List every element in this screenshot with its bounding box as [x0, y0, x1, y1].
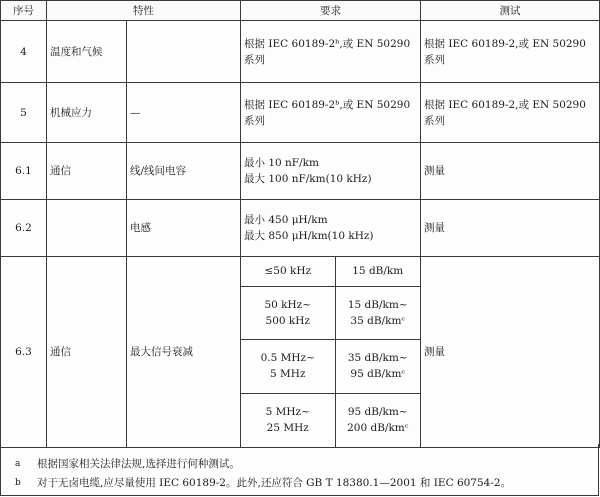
- row-sub: 电感: [127, 200, 241, 257]
- row-requirement: 根据 IEC 60189-2ᵇ,或 EN 50290 系列: [241, 21, 421, 83]
- row-feature: 通信: [47, 257, 127, 448]
- row-no: 4: [1, 21, 47, 83]
- header-test: 测试: [421, 1, 600, 21]
- footnotes: [0, 444, 599, 496]
- footnote: [15, 455, 598, 474]
- row-sub: 最大信号衰减: [127, 257, 241, 448]
- row-sub: [127, 21, 241, 83]
- attenuation-value: 95 dB/km~ 200 dB/kmᶜ: [335, 393, 420, 447]
- header-requirement: 要求: [241, 1, 421, 21]
- footnote-text: 根据国家相关法律法规,选择进行何种测试。: [37, 458, 240, 470]
- row-no: 6.1: [1, 143, 47, 200]
- row-feature: 温度和气候: [47, 21, 127, 83]
- attenuation-value: 15 dB/km~ 35 dB/kmᶜ: [335, 286, 420, 339]
- attenuation-row: [241, 257, 420, 286]
- row-no: 5: [1, 83, 47, 143]
- attenuation-cell: [241, 257, 421, 448]
- header-feature: 特性: [47, 1, 241, 21]
- table-row: [1, 21, 600, 83]
- attenuation-frequency: ≤50 kHz: [241, 257, 335, 286]
- attenuation-value: 35 dB/km~ 95 dB/kmᶜ: [335, 339, 420, 393]
- table-row: [1, 257, 600, 448]
- row-requirement: 根据 IEC 60189-2ᵇ,或 EN 50290 系列: [241, 83, 421, 143]
- row-test: 测量: [421, 143, 600, 200]
- attenuation-frequency: 0.5 MHz~ 5 MHz: [241, 339, 335, 393]
- row-no: 6.2: [1, 200, 47, 257]
- attenuation-value: 15 dB/km: [335, 257, 420, 286]
- footnote: [15, 474, 598, 493]
- row-feature: 通信: [47, 143, 127, 200]
- table-row: [1, 200, 600, 257]
- attenuation-table: [241, 257, 420, 447]
- footnote-mark: b: [15, 478, 21, 488]
- row-sub: 线/线间电容: [127, 143, 241, 200]
- attenuation-frequency: 5 MHz~ 25 MHz: [241, 393, 335, 447]
- attenuation-row: [241, 339, 420, 393]
- row-test: 测量: [421, 257, 600, 448]
- table-row: [1, 143, 600, 200]
- row-feature: 机械应力: [47, 83, 127, 143]
- table-row: [1, 83, 600, 143]
- attenuation-frequency: 50 kHz~ 500 kHz: [241, 286, 335, 339]
- row-sub: —: [127, 83, 241, 143]
- footnote-text: 对于无卤电缆,应尽量使用 IEC 60189-2。此外,还应符合 GB T 18380.1—2001 和 IEC 60754-2。: [37, 477, 512, 489]
- header-row: [1, 1, 600, 21]
- header-no: 序号: [1, 1, 47, 21]
- row-feature: [47, 200, 127, 257]
- row-requirement: 最小 10 nF/km 最大 100 nF/km(10 kHz): [241, 143, 421, 200]
- attenuation-row: [241, 286, 420, 339]
- row-requirement: 最小 450 μH/km 最大 850 μH/km(10 kHz): [241, 200, 421, 257]
- row-test: 根据 IEC 60189-2,或 EN 50290 系列: [421, 21, 600, 83]
- footnote-mark: a: [15, 459, 21, 469]
- row-no: 6.3: [1, 257, 47, 448]
- row-test: 根据 IEC 60189-2,或 EN 50290 系列: [421, 83, 600, 143]
- attenuation-row: [241, 393, 420, 447]
- row-test: 测量: [421, 200, 600, 257]
